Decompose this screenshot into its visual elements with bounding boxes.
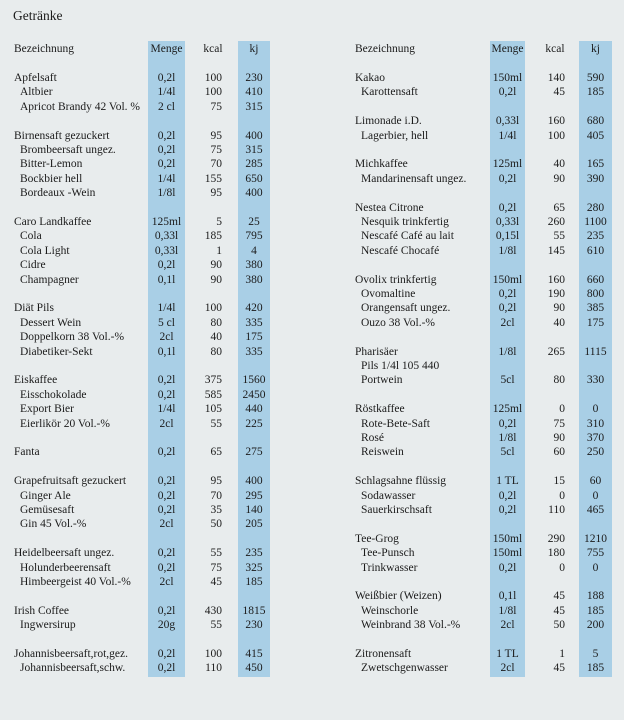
drink-kj: 335: [245, 345, 263, 358]
drink-kj: 1100: [584, 216, 607, 228]
drink-menge: 0,2l: [157, 604, 176, 617]
drink-kj: 680: [586, 115, 605, 128]
drink-kj: 380: [245, 273, 263, 286]
drink-kj: 280: [586, 201, 605, 214]
drink-name: Ovomaltine: [361, 288, 416, 300]
drink-name: Rote-Bete-Saft: [361, 417, 430, 430]
drink-kcal: 430: [204, 604, 222, 617]
drink-name: Michkaffee: [355, 158, 408, 171]
drink-kj: 200: [586, 619, 605, 632]
drink-name: Brombeersaft ungez.: [20, 144, 116, 156]
drink-menge: 1/4l: [157, 302, 176, 315]
header-menge: Menge: [150, 43, 183, 55]
drink-kcal: 75: [210, 100, 222, 113]
drink-name: Diät Pils: [14, 302, 54, 315]
drink-name: Gin 45 Vol.-%: [20, 518, 87, 531]
drink-menge: 2cl: [500, 662, 515, 675]
header-kj: kj: [591, 43, 600, 55]
drink-kcal: 1: [559, 648, 565, 660]
drink-name: Pharisäer: [355, 345, 398, 358]
drink-kcal: 90: [210, 273, 222, 286]
drink-name: Nesquik trinkfertig: [361, 216, 449, 228]
drink-menge: 0,2l: [498, 172, 517, 185]
drink-menge: 0,2l: [498, 86, 517, 99]
drink-kj: 285: [245, 158, 263, 171]
drink-name: Trinkwasser: [361, 561, 418, 574]
drink-menge: 0,2l: [157, 489, 176, 502]
drink-menge: 5cl: [500, 446, 515, 459]
drink-name: Nescafé Café au lait: [361, 230, 454, 243]
drink-menge: 0,2l: [157, 561, 176, 574]
drink-menge: 1/4l: [157, 403, 176, 416]
drink-name: Irish Coffee: [14, 604, 70, 617]
drink-kj: 450: [245, 662, 263, 675]
drink-name: Ginger Ale: [20, 489, 71, 502]
drink-name: Zitronensaft: [355, 648, 412, 660]
drink-kj: 185: [586, 662, 605, 675]
drink-kcal: 45: [553, 86, 565, 99]
page-title: Getränke: [13, 8, 63, 23]
drink-kj: 410: [245, 86, 263, 99]
drink-menge: 0,2l: [157, 129, 176, 142]
drink-kcal: 95: [210, 187, 222, 200]
drink-kj: 650: [245, 172, 263, 185]
drink-name: Orangensaft ungez.: [361, 302, 451, 315]
drink-kcal: 585: [204, 388, 222, 401]
drink-kj: 25: [248, 216, 260, 228]
drink-menge: 0,2l: [498, 489, 517, 502]
drink-kcal: 55: [210, 547, 222, 560]
drink-kcal: 90: [553, 172, 565, 185]
drink-kcal: 80: [553, 374, 565, 387]
drink-name: Eiskaffee: [14, 374, 58, 387]
drink-name: Weißbier (Weizen): [355, 590, 442, 603]
drink-kcal: 190: [547, 288, 565, 300]
drink-menge: 1/8l: [498, 244, 517, 257]
drink-kj: 660: [586, 273, 605, 286]
drink-kj: 755: [586, 547, 605, 560]
drink-kj: 795: [245, 230, 263, 243]
drink-menge: 0,33l: [154, 244, 179, 257]
drink-kcal: 100: [204, 302, 222, 315]
drink-kcal: 0: [559, 489, 565, 502]
drink-kcal: 55: [210, 417, 222, 430]
drink-menge: 1/8l: [498, 604, 517, 617]
drink-name: Sodawasser: [361, 489, 416, 502]
drink-name: Weinschorle: [361, 604, 419, 617]
drink-kj: 185: [586, 604, 605, 617]
drink-kcal: 95: [210, 475, 222, 488]
drink-menge: 125ml: [492, 403, 523, 416]
drink-kcal: 105: [204, 403, 222, 416]
drink-kj: 175: [586, 316, 605, 329]
drink-menge: 2 cl: [158, 100, 175, 113]
drink-name: Cidre: [20, 259, 46, 272]
drink-kcal: 50: [210, 518, 222, 531]
drink-kj: 235: [245, 547, 263, 560]
drink-kcal: 260: [547, 216, 565, 228]
drink-name: Himbeergeist 40 Vol.-%: [20, 576, 131, 588]
drink-kj: 230: [245, 619, 263, 632]
drink-name: Apricot Brandy 42 Vol. %: [20, 100, 140, 113]
drink-kj: 60: [589, 475, 602, 488]
drink-name: Weinbrand 38 Vol.-%: [361, 619, 461, 632]
drink-kcal: 110: [548, 504, 565, 516]
drink-menge: 2cl: [159, 576, 174, 588]
drink-kcal: 45: [553, 604, 565, 617]
drink-kj: 590: [586, 72, 605, 84]
drink-menge: 2cl: [159, 331, 174, 344]
drink-menge: 1/8l: [498, 345, 517, 358]
drink-menge: 2cl: [500, 619, 515, 632]
drink-kj: 390: [586, 172, 605, 185]
drink-menge: 1 TL: [496, 648, 519, 660]
drink-name: Schlagsahne flüssig: [355, 475, 447, 488]
drink-menge: 1 TL: [496, 475, 519, 488]
drink-menge: 0,15l: [495, 230, 520, 243]
drink-menge: 1/4l: [157, 86, 176, 99]
drink-kj: 380: [245, 259, 263, 272]
drink-kj: 610: [586, 244, 605, 257]
drink-kcal: 55: [553, 230, 565, 243]
drink-menge: 0,2l: [157, 648, 176, 660]
drink-menge: 1/8l: [157, 187, 176, 200]
drink-kcal: 375: [204, 374, 222, 387]
drink-menge: 0,2l: [157, 475, 176, 488]
drink-kcal: 45: [553, 662, 565, 675]
drink-menge: 0,2l: [498, 561, 517, 574]
drink-name: Altbier: [20, 86, 53, 99]
drink-name: Diabetiker-Sekt: [20, 345, 93, 358]
drink-kcal: 5: [216, 216, 222, 228]
drink-menge: 150ml: [492, 273, 523, 286]
drink-kcal: 45: [553, 590, 565, 603]
drink-menge: 0,2l: [157, 446, 176, 459]
drink-menge: 150ml: [492, 547, 523, 560]
drink-kcal: 185: [204, 230, 222, 243]
drink-kj: 400: [245, 187, 263, 200]
drink-kcal: [537, 359, 565, 373]
drink-menge: 0,2l: [157, 388, 176, 401]
drink-name: Ovolix trinkfertig: [355, 273, 437, 286]
drink-name: Sauerkirschsaft: [361, 504, 432, 516]
drink-name: Johannisbeersaft,schw.: [20, 662, 126, 675]
drink-kj: 440: [245, 403, 263, 416]
drink-name: Ingwersirup: [20, 619, 76, 632]
drink-menge: 0,2l: [157, 374, 176, 387]
drink-menge: 5cl: [500, 374, 515, 387]
drink-name: Ouzo 38 Vol.-%: [361, 316, 436, 329]
drink-menge: 0,33l: [154, 230, 179, 243]
drink-menge: 20g: [157, 619, 176, 632]
drink-kj: 205: [245, 518, 263, 531]
drink-kj: 4: [251, 244, 257, 257]
drink-kcal: 90: [553, 302, 565, 315]
drink-kj: 0: [592, 403, 599, 416]
drink-name: Bitter-Lemon: [20, 158, 83, 171]
drink-kcal: 40: [553, 316, 565, 329]
drink-menge: 0,2l: [157, 144, 176, 156]
drink-kcal: 110: [205, 662, 222, 675]
drink-kj: 225: [245, 417, 263, 430]
drink-name: Eierlikör 20 Vol.-%: [20, 417, 110, 430]
drink-kcal: 0: [559, 403, 565, 416]
drink-kcal: 50: [553, 619, 565, 632]
drink-name: Kakao: [355, 72, 386, 84]
drink-kcal: 75: [210, 144, 222, 156]
drink-name: Nestea Citrone: [355, 201, 424, 214]
drink-kj: 1815: [242, 604, 266, 617]
drink-kj: 1115: [584, 345, 607, 358]
drink-kj: 315: [245, 100, 263, 113]
drink-kcal: 100: [204, 72, 222, 84]
drink-name: Heidelbeersaft ungez.: [14, 547, 115, 560]
drink-menge: 125ml: [151, 216, 182, 228]
drink-kj: 2450: [242, 388, 266, 401]
drink-name: Champagner: [20, 273, 79, 286]
drink-kj: 250: [586, 446, 605, 459]
drink-name: Portwein: [361, 374, 403, 387]
drink-kj: 415: [245, 648, 263, 660]
drink-menge: 125ml: [492, 158, 523, 171]
drink-name: Rosé: [361, 432, 384, 444]
drink-kcal: 75: [553, 417, 565, 430]
drink-kcal: 35: [210, 504, 222, 516]
drink-kj: 295: [245, 489, 263, 502]
drink-kj: 1210: [584, 532, 607, 545]
drink-name: Dessert Wein: [20, 316, 82, 329]
header-kj: kj: [249, 43, 259, 55]
drink-kj: 185: [586, 86, 605, 99]
drink-name: Röstkaffee: [355, 403, 405, 416]
drink-kcal: 290: [547, 532, 565, 545]
drink-name: Lagerbier, hell: [361, 129, 429, 142]
drink-name: Cola Light: [20, 244, 70, 257]
drink-menge: 0,2l: [157, 259, 176, 272]
drink-kj: 185: [245, 576, 263, 588]
drink-menge: [490, 359, 525, 373]
drink-menge: 0,2l: [157, 72, 176, 84]
drink-name: Karottensaft: [361, 86, 418, 99]
drink-kj: 325: [245, 561, 263, 574]
header-kcal: kcal: [203, 43, 223, 55]
drink-kj: 465: [586, 504, 605, 516]
drink-kj: 5: [592, 648, 599, 660]
drink-kcal: 100: [547, 129, 565, 142]
drink-kcal: 75: [210, 561, 222, 574]
drink-kcal: 90: [210, 259, 222, 272]
drink-kj: 0: [592, 561, 599, 574]
drink-kcal: 145: [547, 244, 565, 257]
drink-menge: 0,2l: [157, 662, 176, 675]
drink-kj: 275: [245, 446, 263, 459]
drink-kcal: 265: [547, 345, 565, 358]
drink-kcal: 80: [210, 345, 222, 358]
drink-kcal: 60: [553, 446, 565, 459]
drink-kj: 1560: [242, 374, 266, 387]
drink-menge: 5 cl: [158, 316, 175, 329]
header-kcal: kcal: [545, 43, 565, 55]
drink-kcal: 100: [204, 86, 222, 99]
drink-kj: 335: [245, 316, 263, 329]
drink-name: Johannisbeersaft,rot,gez.: [14, 648, 129, 660]
header-menge: Menge: [491, 43, 524, 55]
drink-menge: 2cl: [159, 417, 174, 430]
drink-name: Grapefruitsaft gezuckert: [14, 475, 127, 488]
drink-kcal: 100: [204, 648, 222, 660]
drink-kcal: 180: [547, 547, 565, 560]
drink-menge: 0,2l: [498, 504, 517, 516]
drink-kj: 405: [586, 129, 605, 142]
drink-name: Caro Landkaffee: [14, 216, 92, 228]
drink-menge: 0,1l: [157, 345, 176, 358]
drink-menge: 2cl: [159, 518, 174, 531]
drink-name: Holunderbeerensaft: [20, 561, 111, 574]
drink-menge: 0,33l: [495, 216, 520, 228]
drink-menge: 0,33l: [495, 115, 520, 128]
drink-kj: 188: [586, 590, 605, 603]
drink-kj: 165: [586, 158, 605, 171]
drink-kcal: 0: [559, 561, 565, 574]
drink-kcal: 90: [553, 432, 565, 444]
drink-name: Reiswein: [361, 446, 404, 459]
drink-kj: 800: [586, 288, 605, 300]
drink-name: Zwetschgenwasser: [361, 662, 448, 675]
drink-menge: 0,1l: [157, 273, 176, 286]
drink-name: Doppelkorn 38 Vol.-%: [20, 331, 125, 344]
drink-kj: 175: [245, 331, 263, 344]
drink-kj: 370: [586, 432, 605, 444]
drink-menge: 0,1l: [498, 590, 517, 603]
drink-name: Tee-Grog: [355, 532, 399, 545]
drink-menge: 150ml: [492, 72, 523, 84]
drink-kcal: 40: [553, 158, 565, 171]
drink-menge: 150ml: [492, 532, 523, 545]
drink-kcal: 40: [210, 331, 222, 344]
drink-name: Bordeaux -Wein: [20, 187, 96, 200]
drink-kcal: 70: [210, 158, 222, 171]
drink-kcal: 160: [547, 115, 565, 128]
drink-name: Gemüsesaft: [20, 504, 75, 516]
drink-name: Mandarinensaft ungez.: [361, 172, 467, 185]
drink-kcal: 55: [210, 619, 222, 632]
drink-menge: 0,2l: [157, 158, 176, 171]
drink-name: Tee-Punsch: [361, 547, 415, 560]
header-bezeichnung: Bezeichnung: [355, 43, 416, 55]
drink-kcal: 140: [547, 72, 565, 84]
drink-name: Bockbier hell: [20, 172, 83, 185]
drink-kj: 230: [245, 72, 263, 84]
drink-kcal: 15: [553, 475, 565, 488]
drink-kcal: 1: [216, 244, 222, 257]
drink-kcal: 80: [210, 316, 222, 329]
drink-kj: 385: [586, 302, 605, 315]
drink-kcal: 65: [553, 201, 565, 214]
drink-kcal: 155: [204, 172, 222, 185]
drink-kj: 0: [592, 489, 599, 502]
drink-kcal: 65: [210, 446, 222, 459]
drink-kcal: 45: [210, 576, 222, 588]
drink-name: Apfelsaft: [14, 72, 57, 84]
drink-kj: 315: [245, 144, 263, 156]
drink-menge: 0,2l: [157, 504, 176, 516]
drink-menge: 0,2l: [498, 288, 517, 300]
drink-menge: 0,2l: [498, 417, 517, 430]
drink-name: Birnensaft gezuckert: [14, 129, 110, 142]
drink-name: Limonade i.D.: [355, 115, 422, 128]
drink-menge: 1/4l: [498, 129, 517, 142]
drink-kcal: 160: [547, 273, 565, 286]
drink-kj: 140: [245, 504, 263, 516]
drink-name: Nescafé Chocafé: [361, 244, 440, 257]
drink-name: Cola: [20, 230, 42, 243]
drink-name: Fanta: [14, 446, 40, 459]
drink-menge: 0,2l: [498, 302, 517, 315]
header-bezeichnung: Bezeichnung: [14, 43, 75, 55]
drink-menge: 1/4l: [157, 172, 176, 185]
drink-kj: 400: [245, 475, 263, 488]
drink-menge: 0,2l: [157, 547, 176, 560]
drink-menge: 2cl: [500, 316, 515, 329]
drink-name: Export Bier: [20, 403, 74, 416]
drink-kj: [579, 359, 612, 373]
drink-name: Eisschokolade: [20, 388, 87, 401]
drink-kj: 400: [245, 129, 263, 142]
drink-kj: 420: [245, 302, 263, 315]
drink-kj: 235: [586, 230, 605, 243]
drink-menge: 0,2l: [498, 201, 517, 214]
drink-kj: 330: [586, 374, 605, 387]
drink-name: Pils 1/4l 105 440: [361, 360, 440, 372]
drink-kj: 310: [586, 417, 605, 430]
drink-menge: 1/8l: [498, 432, 517, 444]
drink-kcal: 70: [210, 489, 222, 502]
drink-kcal: 95: [210, 129, 222, 142]
